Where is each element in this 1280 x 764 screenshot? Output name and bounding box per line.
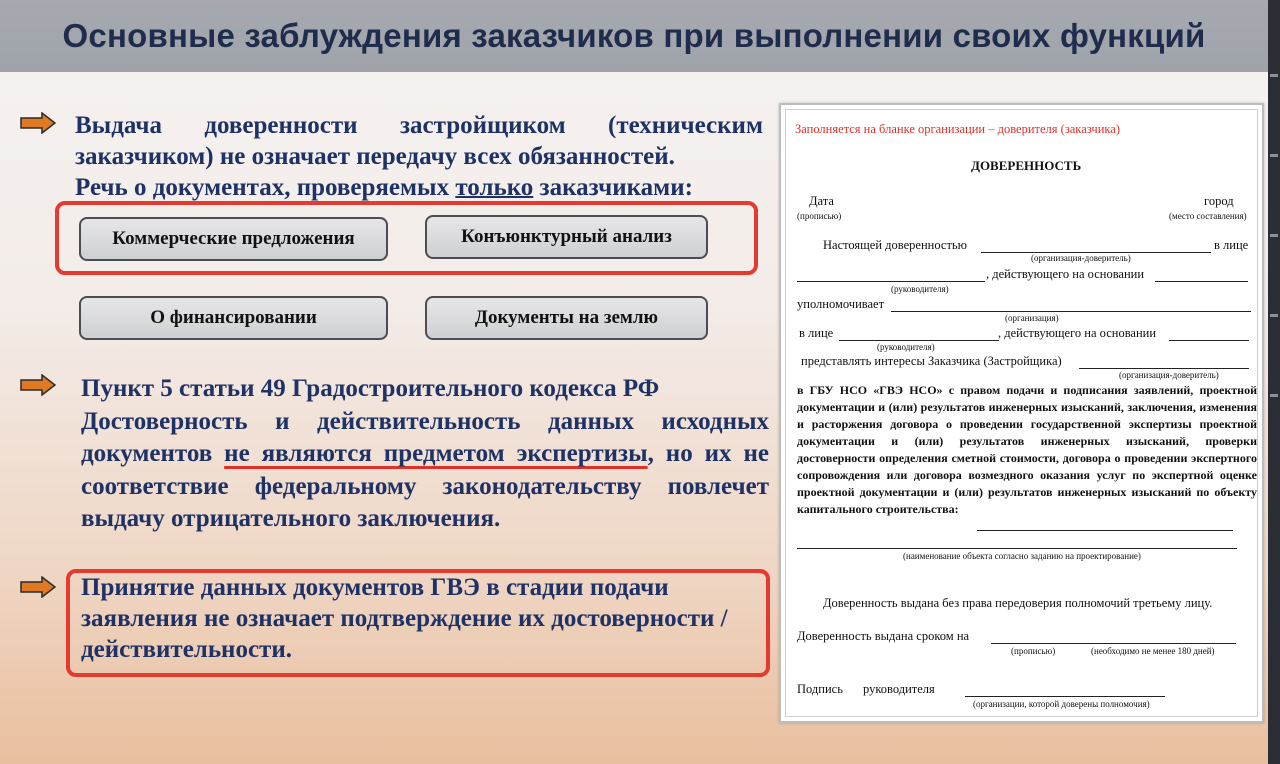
doc-sign-hint: (организации, которой доверены полномочия) (973, 699, 1150, 709)
bullet-3-text: Принятие данных документов ГВЭ в стадии подачи заявления не означает подтверждение их достоверности /действительности. (81, 574, 728, 663)
doc-head-hint2: (руководителя) (877, 342, 935, 352)
bullet-text-3 (81, 572, 761, 665)
bullet-text-1 (75, 110, 763, 203)
doc-term-hint1: (прописью) (1011, 646, 1056, 656)
doc-term-hint2: (необходимо не менее 180 дней) (1091, 646, 1215, 656)
doc-in-person2: в лице (799, 326, 834, 340)
doc-sign: Подпись (797, 682, 843, 696)
bullet-text-2 (81, 373, 769, 536)
doc-no-redelegation: Доверенность выдана без права передоверия полномочий третьему лицу. (823, 596, 1213, 610)
pill-financing-label: О финансировании (150, 307, 317, 328)
pill-land-documents (425, 296, 708, 340)
side-panel-strip (1268, 0, 1280, 764)
pill-land-label: Документы на землю (474, 307, 659, 328)
doc-acting2: , действующего на основании (998, 326, 1157, 340)
bullet-2-line2-pre: Достоверность и действительность данных исходных документов (81, 407, 769, 467)
pill-commercial-label: Коммерческие предложения (112, 228, 355, 249)
doc-title: ДОВЕРЕННОСТЬ (971, 158, 1082, 173)
doc-term: Доверенность выдана сроком на (797, 629, 970, 643)
pill-market-label: Конъюнктурный анализ (461, 226, 672, 247)
doc-org-hint2: (организация) (1005, 313, 1059, 323)
doc-in-person: в лице (1214, 238, 1249, 252)
bullet-1-line2-pre: Речь о документах, проверяемых (75, 174, 456, 201)
doc-acting: , действующего на основании (986, 267, 1145, 281)
bullet-2-line2-post: , но их не соответствие федеральному законодательству повлечет выдачу отрицательного заключения. (81, 440, 769, 532)
doc-represent: представлять интересы Заказчика (Застройщика) (801, 354, 1062, 368)
doc-city: город (1204, 194, 1234, 208)
doc-city-hint: (место составления) (1169, 211, 1247, 221)
doc-org-hint3: (организация-доверитель) (1119, 370, 1219, 380)
doc-date: Дата (809, 194, 834, 208)
doc-object-hint: (наименование объекта согласно заданию на проектирование) (903, 551, 1141, 561)
slide-title: Основные заблуждения заказчиков при выполнении своих функций (62, 17, 1206, 54)
doc-body: в ГБУ НСО «ГВЭ НСО» с правом подачи и подписания заявлений, проектной документации и (или) результатов инженерных изысканий, заключения, изменения и расторжения договора о проведении государственной экспертизы проектной документации и (или) результатов инженерных изысканий, проверки достоверности определения сметной стоимости, договора о проведении экспертного сопровождения или договора возмездного оказания услуг по экспертной оценке проектной документации и (или) результатов инженерных изысканий по объекту капитального строительства: (797, 383, 1257, 516)
doc-head-hint: (руководителя) (891, 284, 949, 294)
pill-financing (79, 296, 388, 340)
arrow-right-icon (20, 374, 56, 396)
bullet-1-underlined: только (455, 174, 534, 201)
power-of-attorney-form (779, 103, 1264, 723)
doc-org-hint: (организация-доверитель) (1031, 253, 1131, 263)
bullet-1-line2-post: заказчиками: (533, 174, 693, 201)
arrow-right-icon (20, 576, 56, 598)
bullet-2-red-underlined: не являются предметом экспертизы (224, 440, 648, 467)
doc-date-hint: (прописью) (797, 211, 842, 221)
pill-market-analysis (425, 215, 708, 259)
doc-this-letter: Настоящей доверенностью (823, 238, 967, 252)
bullet-2-line1: Пункт 5 статьи 49 Градостроительного кодекса РФ (81, 375, 660, 402)
doc-head: руководителя (863, 682, 935, 696)
bullet-1-line1: Выдача доверенности застройщиком (техническим заказчиком) не означает передачу всех обязанностей. (75, 112, 763, 170)
slide-header (0, 0, 1268, 72)
pill-commercial-proposals (79, 217, 388, 261)
arrow-right-icon (20, 112, 56, 134)
doc-authorizes: уполномочивает (797, 297, 885, 311)
doc-note: Заполняется на бланке организации – доверителя (заказчика) (795, 122, 1120, 136)
